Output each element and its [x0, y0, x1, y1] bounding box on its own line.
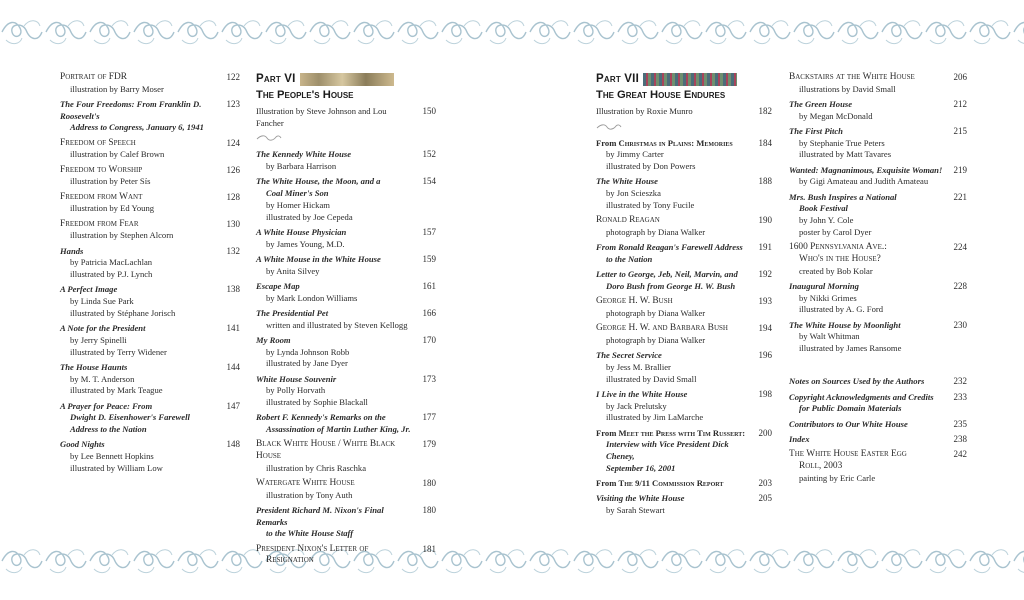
entry-credit: by Polly Horvath	[266, 385, 326, 396]
entry-credit: illustrated by Jim LaMarche	[606, 412, 704, 423]
entry-title: Hands	[60, 245, 84, 256]
page-number: 198	[758, 388, 772, 399]
page-number: 190	[758, 215, 772, 226]
entry-credit: illustration by Peter Sís	[70, 176, 151, 187]
entry-title: A Note for the President	[60, 323, 146, 334]
entry-title: President Richard M. Nixon's Final Remarks	[256, 504, 384, 527]
toc-entry-the-white-house-by-moonlight[interactable]	[789, 320, 967, 355]
entry-title: Freedom from Want	[60, 191, 143, 202]
page-number: 215	[953, 126, 967, 136]
toc-entry-watergate-white-house[interactable]	[256, 478, 436, 501]
entry-title: A Prayer for Peace: From	[60, 400, 153, 411]
decorative-border-top	[0, 14, 1024, 50]
page-number: 124	[226, 137, 240, 148]
page-number: 180	[422, 504, 436, 515]
entry-credit: illustrated by Terry Widener	[70, 346, 167, 357]
toc-entry-the-green-house[interactable]	[789, 99, 967, 122]
page-number: 130	[226, 218, 240, 229]
entry-title: Wanted: Magnanimous, Exquisite Woman!	[789, 164, 943, 175]
entry-credit: by Jess M. Brallier	[606, 361, 671, 372]
decorative-border-bottom	[0, 543, 1024, 579]
entry-credit: illustrated by William Low	[70, 462, 163, 473]
toc-entry-the-9-11-commission-report[interactable]	[596, 478, 772, 490]
entry-title: Visiting the White House	[596, 493, 685, 504]
page-number: 132	[226, 245, 240, 256]
entry-credit: by Anita Silvey	[266, 265, 320, 276]
toc-entry-the-presidential-pet[interactable]	[256, 308, 436, 331]
page-number: 166	[422, 307, 436, 318]
entry-credit: by Jack Prelutsky	[606, 400, 667, 411]
toc-entry-freedom-to-worship[interactable]	[60, 165, 240, 188]
entry-credit: photograph by Diana Walker	[606, 226, 706, 237]
page-number: 126	[226, 164, 240, 175]
page-number: 193	[758, 296, 772, 307]
entry-title: Copyright Acknowledgments and Credits	[789, 391, 934, 402]
entry-title: Inaugural Morning	[789, 280, 859, 291]
page-number: 147	[226, 400, 240, 411]
entry-credit: painting by Eric Carle	[799, 472, 876, 483]
entry-credit: photograph by Diana Walker	[606, 307, 706, 318]
toc-entry-the-first-pitch[interactable]	[789, 126, 967, 161]
entry-credit: illustrated by Matt Tavares	[799, 149, 892, 160]
page-number: 154	[422, 176, 436, 187]
entry-title: George H. W. Bush	[596, 296, 673, 307]
toc-entry-freedom-from-want[interactable]	[60, 192, 240, 215]
entry-title: Watergate White House	[256, 477, 355, 488]
entry-credit: illustration by Chris Raschka	[266, 462, 367, 473]
entry-credit: by Gigi Amateau and Judith Amateau	[799, 176, 929, 187]
entry-title-line: Address to the Nation	[70, 423, 147, 434]
part-vi-label	[256, 72, 436, 86]
entry-title-lead: From	[596, 137, 617, 148]
page-number: 212	[953, 99, 967, 109]
entry-credit: created by Bob Kolar	[799, 265, 873, 276]
toc-entry-my-room[interactable]	[256, 335, 436, 370]
page-number: 173	[422, 373, 436, 384]
toc-entry-the-white-house-easter-egg[interactable]	[789, 449, 967, 484]
toc-entry-escape-map[interactable]	[256, 281, 436, 304]
entry-credit: by Jerry Spinelli	[70, 334, 127, 345]
page-number: 235	[953, 418, 967, 429]
entry-title: My Room	[256, 334, 291, 345]
page-number: 191	[758, 242, 772, 253]
entry-title: Contributors to Our White House	[789, 418, 908, 429]
entry-credit: illustration by Tony Auth	[266, 489, 353, 500]
entry-title: Index	[789, 433, 810, 444]
toc-entry-backstairs-at-the-white-house[interactable]	[789, 72, 967, 95]
entry-title-lead: From	[596, 427, 617, 438]
entry-title: Robert F. Kennedy's Remarks on the	[256, 412, 386, 423]
toc-entry-a-white-mouse-in-the-white-house[interactable]	[256, 254, 436, 277]
entry-credit: by Patricia MacLachlan	[70, 257, 153, 268]
page-number: 148	[226, 439, 240, 450]
toc-entry-the-white-house-the-moon-and-a[interactable]	[256, 176, 436, 223]
page-number: 203	[758, 477, 772, 488]
entry-credit: illustration by Barry Moser	[70, 83, 164, 94]
part-vii-intro-text: Illustration by Roxie Munro	[596, 106, 693, 116]
toc-entry-a-note-for-the-president[interactable]	[60, 323, 240, 358]
entry-title-line: Resignation	[266, 555, 314, 566]
toc-entry-meet-the-press-with-tim-russert[interactable]	[596, 428, 772, 475]
entry-title: A Perfect Image	[60, 284, 118, 295]
toc-column-3	[596, 72, 772, 520]
entry-credit: by Lee Bennett Hopkins	[70, 450, 154, 461]
page-number: 122	[226, 72, 240, 82]
entry-title: Christmas in Plains: Memories	[618, 137, 733, 148]
entry-credit: by Mark London Williams	[266, 292, 358, 303]
toc-entry-freedom-from-fear[interactable]	[60, 219, 240, 242]
entry-title: A White House Physician	[256, 226, 347, 237]
entry-title: From Ronald Reagan's Farewell Address	[596, 242, 743, 253]
entry-title-line	[596, 463, 772, 475]
entry-credit: illustration by Ed Young	[70, 203, 155, 214]
page-number: 224	[953, 242, 967, 253]
toc-entry-i-live-in-the-white-house[interactable]	[596, 389, 772, 424]
entry-credit: illustrated by Joe Cepeda	[266, 211, 353, 222]
page-number: 205	[758, 493, 772, 504]
part-vii-label	[596, 72, 772, 86]
entry-title-line: Book Festival	[799, 203, 848, 214]
ornament-swirl-icon	[596, 123, 622, 131]
entry-credit: illustrated by Mark Teague	[70, 385, 163, 396]
entry-credit: by Nikki Grimes	[799, 292, 857, 303]
page-number: 192	[758, 269, 772, 280]
entry-title: Escape Map	[256, 280, 300, 291]
part-vii-entries	[596, 138, 772, 517]
toc-entry-mrs-bush-inspires-a-national[interactable]	[789, 192, 967, 239]
toc-entry-white-house-souvenir[interactable]	[256, 374, 436, 409]
page-number: 233	[953, 391, 967, 402]
entry-title-line: Address to Congress, January 6, 1941	[70, 122, 204, 133]
entry-title-line: September 16, 2001	[606, 462, 676, 473]
entry-credit: by John Y. Cole	[799, 215, 854, 226]
page-number: 230	[953, 319, 967, 330]
entry-credit: illustrated by James Ransome	[799, 342, 902, 353]
toc-entry-portrait-of-fdr[interactable]	[60, 72, 240, 95]
entry-title: Freedom of Speech	[60, 137, 136, 148]
entry-credit: illustrated by P.J. Lynch	[70, 269, 153, 280]
page-number: 180	[422, 477, 436, 488]
entry-title-line: to the Nation	[606, 253, 653, 264]
toc-entry-george-h-w-bush[interactable]	[596, 296, 772, 319]
part-vi-label-text: Part VI	[256, 73, 296, 85]
toc-entry-christmas-in-plains-memories[interactable]	[596, 138, 772, 173]
back-matter-entries	[789, 376, 967, 484]
entry-credit: illustrated by Sophie Blackall	[266, 396, 368, 407]
entry-title: The Green House	[789, 99, 853, 109]
entry-title: Meet the Press with Tim Russert:	[618, 427, 746, 438]
entry-title: Black White House / White Black House	[256, 439, 396, 461]
toc-entry-black-white-house-white-black-house[interactable]	[256, 439, 436, 474]
entry-title: The White House	[596, 176, 658, 187]
toc-entry-president-nixon-s-letter-of[interactable]	[256, 544, 436, 567]
page-number: 152	[422, 149, 436, 160]
page-number: 184	[758, 137, 772, 148]
page-number: 123	[226, 99, 240, 109]
toc-entry-president-richard-m-nixon-s-final-remark[interactable]	[256, 505, 436, 540]
page-number: 200	[758, 427, 772, 438]
page-number: 138	[226, 284, 240, 295]
page-number: 144	[226, 361, 240, 372]
entry-title-line	[596, 439, 772, 462]
toc-entry-the-house-haunts[interactable]	[60, 362, 240, 397]
toc-column-4	[789, 72, 967, 488]
toc-entry-the-kennedy-white-house[interactable]	[256, 149, 436, 172]
entry-title: The White House Easter Egg	[789, 449, 907, 460]
entry-title: President Nixon's Letter of	[256, 543, 369, 554]
page-number: 170	[422, 334, 436, 345]
toc-column-1	[60, 72, 240, 478]
entry-credit: by James Young, M.D.	[266, 238, 345, 249]
entry-title-line: to the White House Staff	[266, 528, 354, 539]
toc-entry-1600-pennsylvania-ave[interactable]	[789, 242, 967, 277]
entry-credit: illustrations by David Small	[799, 83, 896, 94]
page-number: 196	[758, 350, 772, 361]
toc-entry-contributors-to-our-white-house[interactable]	[789, 419, 967, 431]
toc-entry-robert-f-kennedy-s-remarks-on-the[interactable]	[256, 412, 436, 435]
entry-title: Good Nights	[60, 439, 105, 450]
toc-entry-notes-on-sources-used-by-the-authors[interactable]	[789, 376, 967, 388]
entry-credit: by Sarah Stewart	[606, 504, 665, 515]
toc-entry-from-ronald-reagan-s-farewell-address[interactable]	[596, 242, 772, 265]
page-number: 141	[226, 323, 240, 334]
ornament-swirl-icon	[256, 134, 282, 142]
page-number: 177	[422, 412, 436, 423]
entry-title: The Four Freedoms: From Franklin D. Roosevelt's	[60, 99, 202, 121]
entry-title-line: Assassination of Martin Luther King, Jr.	[266, 423, 411, 434]
entry-credit: illustrated by Tony Fucile	[606, 199, 695, 210]
entry-title-line: Coal Miner's Son	[266, 188, 329, 199]
page-number: 150	[422, 106, 436, 116]
page-number: 188	[758, 176, 772, 187]
entry-title: Freedom to Worship	[60, 164, 143, 175]
part-vii-intro[interactable]	[596, 106, 772, 118]
entry-credit: by Walt Whitman	[799, 331, 860, 342]
toc-entry-the-white-house[interactable]	[596, 176, 772, 211]
toc-entry-a-perfect-image[interactable]	[60, 284, 240, 319]
page-number: 159	[422, 253, 436, 264]
entry-credit: by Lynda Johnson Robb	[266, 346, 350, 357]
entry-credit: by Jimmy Carter	[606, 149, 664, 160]
entry-title-line: Interview with Vice President Dick Cheney,	[606, 439, 729, 461]
entry-title: Backstairs at the White House	[789, 72, 915, 82]
toc-entry-wanted-magnanimous-exquisite-woman[interactable]	[789, 165, 967, 188]
entry-credit: illustrated by A. G. Ford	[799, 304, 884, 315]
part-vii-entries-continued	[789, 72, 967, 355]
toc-entry-a-prayer-for-peace-from[interactable]	[60, 401, 240, 436]
part-vii-illustration	[643, 73, 737, 86]
part-vii-label-text: Part VII	[596, 73, 639, 85]
page-number: 179	[422, 439, 436, 450]
page-number: 232	[953, 376, 967, 387]
part-vi-entries	[256, 149, 436, 567]
toc-entry-index[interactable]	[789, 434, 967, 446]
entry-title: White House Souvenir	[256, 373, 337, 384]
entry-title: A White Mouse in the White House	[256, 253, 381, 264]
entry-credit: illustrated by Jane Dyer	[266, 358, 348, 369]
entry-credit: illustrated by Don Powers	[606, 161, 696, 172]
entry-title: The Secret Service	[596, 350, 662, 361]
entry-credit: illustrated by Stéphane Jorisch	[70, 307, 176, 318]
entry-title: Letter to George, Jeb, Neil, Marvin, and	[596, 269, 738, 280]
entry-title: The White House by Moonlight	[789, 319, 901, 330]
entry-title-line: Roll, 2003	[799, 460, 843, 471]
toc-entry-freedom-of-speech[interactable]	[60, 138, 240, 161]
part-vi-title: The People's House	[256, 89, 354, 101]
toc-entry-hands[interactable]	[60, 246, 240, 281]
page-number: 157	[422, 226, 436, 237]
toc-entry-ronald-reagan[interactable]	[596, 215, 772, 238]
page-number: 219	[953, 164, 967, 175]
page-number: 228	[953, 280, 967, 291]
toc-entry-george-h-w-and-barbara-bush[interactable]	[596, 323, 772, 346]
entry-title: The First Pitch	[789, 126, 843, 136]
page-number: 181	[422, 543, 436, 554]
entry-title-line: Who's in the House?	[799, 253, 881, 264]
entry-credit: by Megan McDonald	[799, 110, 873, 121]
page-number: 182	[758, 106, 772, 116]
entry-title: Notes on Sources Used by the Authors	[789, 376, 925, 387]
entry-title: George H. W. and Barbara Bush	[596, 323, 728, 334]
page-number: 221	[953, 191, 967, 202]
entry-credit: poster by Carol Dyer	[799, 226, 872, 237]
entry-title-line: for Public Domain Materials	[799, 403, 902, 414]
entry-credit: by Stephanie True Peters	[799, 137, 885, 148]
entry-title: The White House, the Moon, and a	[256, 176, 381, 187]
page-number: 161	[422, 280, 436, 291]
page-number: 128	[226, 191, 240, 202]
entry-title: The 9/11 Commission Report	[618, 477, 724, 488]
part-vi-illustration	[300, 73, 394, 86]
toc-entry-a-white-house-physician[interactable]	[256, 227, 436, 250]
page-number: 242	[953, 449, 967, 460]
entry-credit: by Barbara Harrison	[266, 161, 337, 172]
toc-entry-the-secret-service[interactable]	[596, 350, 772, 385]
entry-title: Ronald Reagan	[596, 215, 660, 226]
entry-title: The Kennedy White House	[256, 149, 352, 160]
toc-column-2	[256, 72, 436, 571]
part-vi-intro[interactable]	[256, 106, 436, 129]
entry-credit: by M. T. Anderson	[70, 373, 135, 384]
entry-credit: illustration by Calef Brown	[70, 149, 165, 160]
entry-title-lead: From	[596, 477, 617, 488]
toc-entry-copyright-acknowledgments-and-credits[interactable]	[789, 392, 967, 415]
entry-credit: illustrated by David Small	[606, 373, 697, 384]
toc-entry-letter-to-george-jeb-neil-marvin-and[interactable]	[596, 269, 772, 292]
entry-title: 1600 Pennsylvania Ave.:	[789, 242, 887, 253]
toc-entry-inaugural-morning[interactable]	[789, 281, 967, 316]
entry-title-line: Doro Bush from George H. W. Bush	[606, 280, 736, 291]
entry-credit: illustration by Stephen Alcorn	[70, 230, 174, 241]
entry-credit: by Linda Sue Park	[70, 296, 134, 307]
entry-title: The House Haunts	[60, 361, 128, 372]
entry-credit: written and illustrated by Steven Kellogg	[266, 319, 408, 330]
entry-title-line: Dwight D. Eisenhower's Farewell	[70, 412, 190, 423]
page-number: 238	[953, 433, 967, 444]
part-vii-title: The Great House Endures	[596, 89, 726, 101]
toc-entry-good-nights[interactable]	[60, 439, 240, 474]
entry-title: Portrait of FDR	[60, 72, 127, 82]
entry-credit: by Jon Scieszka	[606, 188, 661, 199]
entry-title: The Presidential Pet	[256, 307, 329, 318]
toc-entry-visiting-the-white-house[interactable]	[596, 493, 772, 516]
entry-credit: by Homer Hickam	[266, 199, 330, 210]
page-number: 206	[953, 72, 967, 82]
entry-credit: photograph by Diana Walker	[606, 334, 706, 345]
part-vi-intro-text: Illustration by Steve Johnson and Lou Fancher	[256, 106, 387, 128]
entry-title: Freedom from Fear	[60, 218, 139, 229]
entry-title: Mrs. Bush Inspires a National	[789, 191, 897, 202]
toc-entry-the-four-freedoms-from-franklin-d-roosev[interactable]	[60, 99, 240, 134]
entry-title: I Live in the White House	[596, 388, 688, 399]
page-number: 194	[758, 323, 772, 334]
